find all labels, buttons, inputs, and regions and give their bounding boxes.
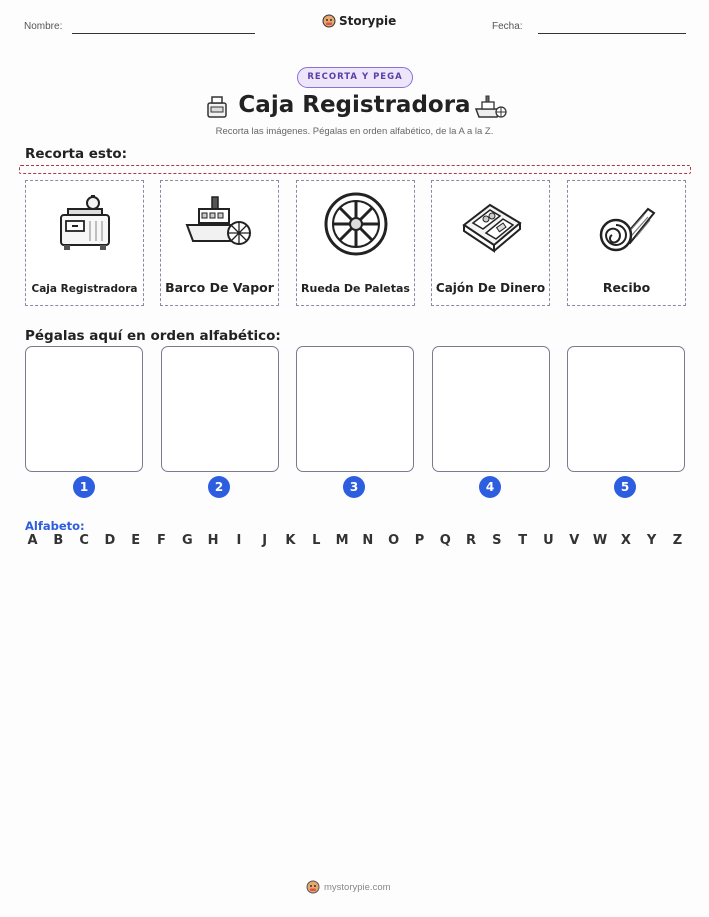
card-label: Cajón De Dinero — [435, 281, 546, 295]
alphabet-letter: V — [569, 533, 580, 548]
alphabet-letter: P — [414, 533, 425, 548]
alphabet-title: Alfabeto: — [25, 519, 85, 533]
footer — [306, 880, 391, 894]
instructions: Recorta las imágenes. Pégalas en orden alfabético, de la A a la Z. — [215, 126, 494, 137]
slot-number: 4 — [479, 476, 501, 498]
alphabet-letter: M — [335, 533, 349, 548]
paddle-wheel-icon — [321, 189, 391, 259]
card-label: Caja Registradora — [31, 283, 138, 295]
card-label: Barco De Vapor — [165, 280, 274, 295]
money-drawer-icon — [456, 189, 526, 259]
alphabet-letter: J — [262, 533, 268, 548]
alphabet-letter: Y — [646, 533, 657, 548]
footer-link[interactable]: mystorypie.com — [324, 881, 391, 893]
cut-card-3[interactable] — [296, 180, 415, 306]
paste-box-5[interactable] — [567, 346, 685, 472]
alphabet-letter: E — [131, 533, 141, 548]
slot-number: 5 — [614, 476, 636, 498]
alphabet-letter: T — [518, 533, 528, 548]
page-title: Caja Registradora — [238, 92, 471, 118]
alphabet-letter: Q — [439, 533, 451, 548]
alphabet-letter: L — [312, 533, 321, 548]
alphabet-letter: N — [362, 533, 374, 548]
brand-name: Storypie — [339, 14, 397, 28]
alphabet-letter: Z — [672, 533, 683, 548]
cut-heading: Recorta esto: — [25, 146, 128, 162]
name-label: Nombre: — [24, 21, 63, 32]
brand — [322, 14, 396, 28]
date-line[interactable] — [538, 33, 686, 34]
activity-badge: RECORTA Y PEGA — [297, 67, 413, 88]
storypie-logo-icon — [306, 880, 320, 894]
cut-card-5[interactable] — [567, 180, 686, 306]
cut-card-2[interactable] — [160, 180, 279, 306]
alphabet-letter: I — [236, 533, 242, 548]
cut-card-4[interactable] — [431, 180, 550, 306]
paste-box-3[interactable] — [296, 346, 414, 472]
slot-number: 1 — [73, 476, 95, 498]
card-label: Rueda De Paletas — [301, 282, 410, 295]
alphabet-letter: W — [592, 533, 608, 548]
alphabet-letter: D — [104, 533, 116, 548]
steamboat-icon — [474, 93, 508, 121]
cut-card-1[interactable] — [25, 180, 144, 306]
name-line[interactable] — [72, 33, 255, 34]
alphabet-letter: X — [620, 533, 631, 548]
paste-box-2[interactable] — [161, 346, 279, 472]
cut-line — [19, 165, 691, 174]
alphabet-letter: B — [53, 533, 64, 548]
slot-number: 2 — [208, 476, 230, 498]
cash-register-icon — [50, 189, 120, 259]
alphabet-letter: R — [466, 533, 477, 548]
date-label: Fecha: — [492, 21, 523, 32]
alphabet-letter: G — [181, 533, 193, 548]
paste-box-4[interactable] — [432, 346, 550, 472]
alphabet-letter: O — [388, 533, 400, 548]
storypie-logo-icon — [322, 14, 336, 28]
alphabet-letter: C — [79, 533, 89, 548]
alphabet-letter: U — [543, 533, 554, 548]
alphabet-row — [25, 533, 685, 548]
alphabet-letter: F — [157, 533, 166, 548]
paste-box-1[interactable] — [25, 346, 143, 472]
card-label: Recibo — [602, 280, 651, 295]
alphabet-letter: H — [207, 533, 219, 548]
steamboat-icon — [185, 189, 255, 259]
alphabet-letter: A — [27, 533, 38, 548]
alphabet-letter: K — [285, 533, 296, 548]
alphabet-letter: S — [492, 533, 502, 548]
receipt-roll-icon — [592, 189, 662, 259]
slot-number: 3 — [343, 476, 365, 498]
paste-heading: Pégalas aquí en orden alfabético: — [25, 328, 281, 344]
